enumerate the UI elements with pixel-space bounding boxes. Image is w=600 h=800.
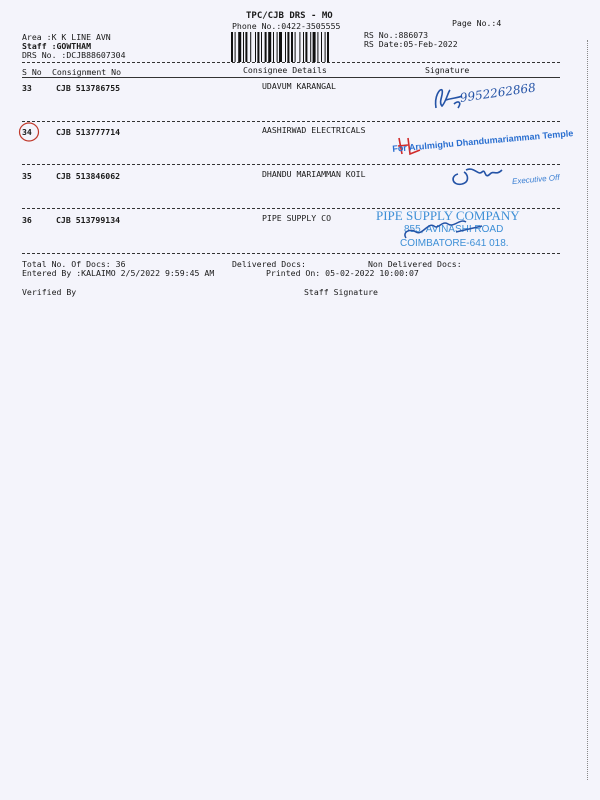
pipe-stamp-city: COIMBATORE-641 018. [400,238,509,249]
row-divider [22,121,560,122]
temple-stamp-sub: Executive Off [511,172,560,187]
signature-scribble [400,212,490,244]
non-delivered-docs: Non Delivered Docs: [368,259,462,269]
drs-number: DRS No. :DCJB88607304 [22,50,126,60]
phone-number: Phone No.:0422-3505555 [232,21,341,31]
col-consignee: Consignee Details [243,65,327,75]
temple-stamp: For Arulmighu Dhandumariamman Temple [391,128,574,154]
row-consignee: DHANDU MARIAMMAN KOIL [262,169,366,179]
row-sno: 36 [22,215,32,225]
col-sno: S No [22,67,42,77]
rs-number: RS No.:886073 [364,30,429,40]
row-divider [22,253,560,254]
barcode [231,32,355,62]
verified-by: Verified By [22,287,77,297]
handwritten-phone: 9952262868 [459,80,537,105]
row-consignment: CJB 513777714 [56,127,121,137]
printed-on: Printed On: 05-02-2022 10:00:07 [266,268,419,278]
delivered-docs: Delivered Docs: [232,259,306,269]
row-consignee: PIPE SUPPLY CO [262,213,332,223]
rs-date: RS Date:05-Feb-2022 [364,39,458,49]
row-consignee: UDAVUM KARANGAL [262,81,336,91]
row-sno: 34 [22,127,32,137]
signature-scribble [448,162,508,190]
document-title: TPC/CJB DRS - MO [246,11,333,21]
row-sno: 35 [22,171,32,181]
page-number: Page No.:4 [452,18,502,28]
col-signature: Signature [425,65,470,75]
header-rule-top [22,62,560,63]
entered-by: Entered By :KALAIMO 2/5/2022 9:59:45 AM [22,268,215,278]
row-sno: 33 [22,83,32,93]
row-consignment: CJB 513846062 [56,171,121,181]
row-consignment: CJB 513799134 [56,215,121,225]
row-consignee: AASHIRWAD ELECTRICALS [262,125,366,135]
row-consignment: CJB 513786755 [56,83,121,93]
staff-signature: Staff Signature [304,287,378,297]
scan-edge [587,40,588,780]
staff-label: Staff :GOWTHAM [22,41,92,51]
total-docs: Total No. Of Docs: 36 [22,259,126,269]
pipe-stamp-name: PIPE SUPPLY COMPANY [376,208,520,223]
header-rule-bottom [22,77,560,78]
area-label: Area :K K LINE AVN [22,32,111,42]
col-consignment: Consignment No [52,67,122,77]
pipe-stamp-address: 855, AVINASHI ROAD [404,224,504,235]
